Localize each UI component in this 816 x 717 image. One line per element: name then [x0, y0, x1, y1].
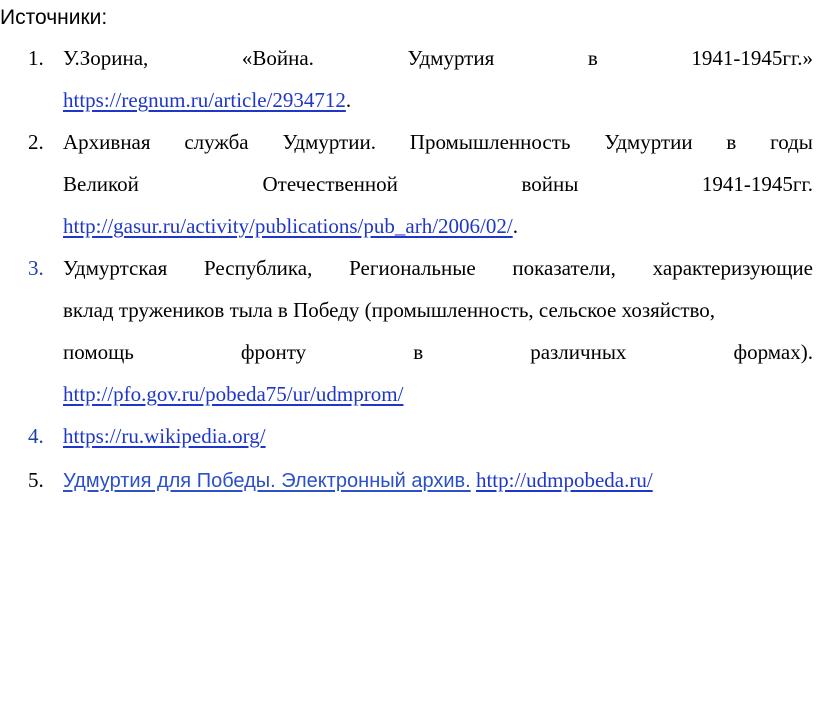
- word: Великой: [63, 172, 139, 196]
- udmpobeda-archive-link[interactable]: Удмуртия для Победы. Электронный архив.: [63, 470, 471, 492]
- item-3-line-1: [63, 247, 813, 289]
- word: в: [413, 340, 424, 364]
- word: помощь: [63, 340, 134, 364]
- word: Промышленность: [409, 130, 571, 154]
- item-1-line-1: [63, 37, 813, 79]
- word: Отечественной: [262, 172, 398, 196]
- word: показатели,: [512, 256, 616, 280]
- item-4-line-1: [63, 415, 813, 457]
- udmpobeda-link[interactable]: http://udmpobeda.ru/: [475, 468, 653, 492]
- word: 1941-1945гг.: [701, 172, 813, 196]
- word: годы: [770, 130, 813, 154]
- word: Архивная: [63, 130, 151, 154]
- period: .: [512, 214, 518, 238]
- regnum-link[interactable]: https://regnum.ru/article/2934712: [63, 88, 346, 112]
- word: характеризующие: [652, 256, 813, 280]
- word: Удмуртия: [407, 46, 495, 70]
- word: Удмуртская: [63, 256, 168, 280]
- item-3-line-4: [63, 373, 813, 415]
- line-text: вклад тружеников тыла в Победу (промышленность, сельское хозяйство,: [63, 298, 716, 322]
- word: «Война.: [241, 46, 314, 70]
- period: .: [345, 88, 352, 112]
- item-5-line-1: [63, 459, 813, 502]
- item-number: 4.: [28, 424, 44, 448]
- word: фронту: [240, 340, 307, 364]
- pfo-link[interactable]: http://pfo.gov.ru/pobeda75/ur/udmprom/: [63, 382, 404, 406]
- word: в: [587, 46, 598, 70]
- item-number: 2.: [28, 130, 44, 154]
- word: Удмуртии: [604, 130, 693, 154]
- item-2-line-2: [63, 163, 813, 205]
- sources-heading: Источники:: [0, 6, 108, 29]
- item-3-line-3: [63, 331, 813, 373]
- item-3-line-2: [63, 289, 813, 331]
- word: Региональные: [349, 256, 476, 280]
- item-number: 5.: [28, 468, 44, 492]
- word: служба: [184, 130, 249, 154]
- word: Удмуртии.: [282, 130, 376, 154]
- word: Республика,: [204, 256, 313, 280]
- word: различных: [530, 340, 627, 364]
- item-1-line-2: [63, 79, 813, 121]
- word: в: [726, 130, 737, 154]
- wikipedia-link[interactable]: https://ru.wikipedia.org/: [63, 424, 266, 448]
- word: формах).: [733, 340, 813, 364]
- word: У.Зорина,: [63, 46, 149, 70]
- item-2-line-1: [63, 121, 813, 163]
- word: 1941-1945гг.»: [691, 46, 813, 70]
- item-number: 1.: [28, 46, 44, 70]
- gasur-link[interactable]: http://gasur.ru/activity/publications/pub_arh/2006/02/: [63, 214, 513, 238]
- item-2-line-3: [63, 205, 813, 247]
- item-number: 3.: [28, 256, 44, 280]
- word: войны: [521, 172, 579, 196]
